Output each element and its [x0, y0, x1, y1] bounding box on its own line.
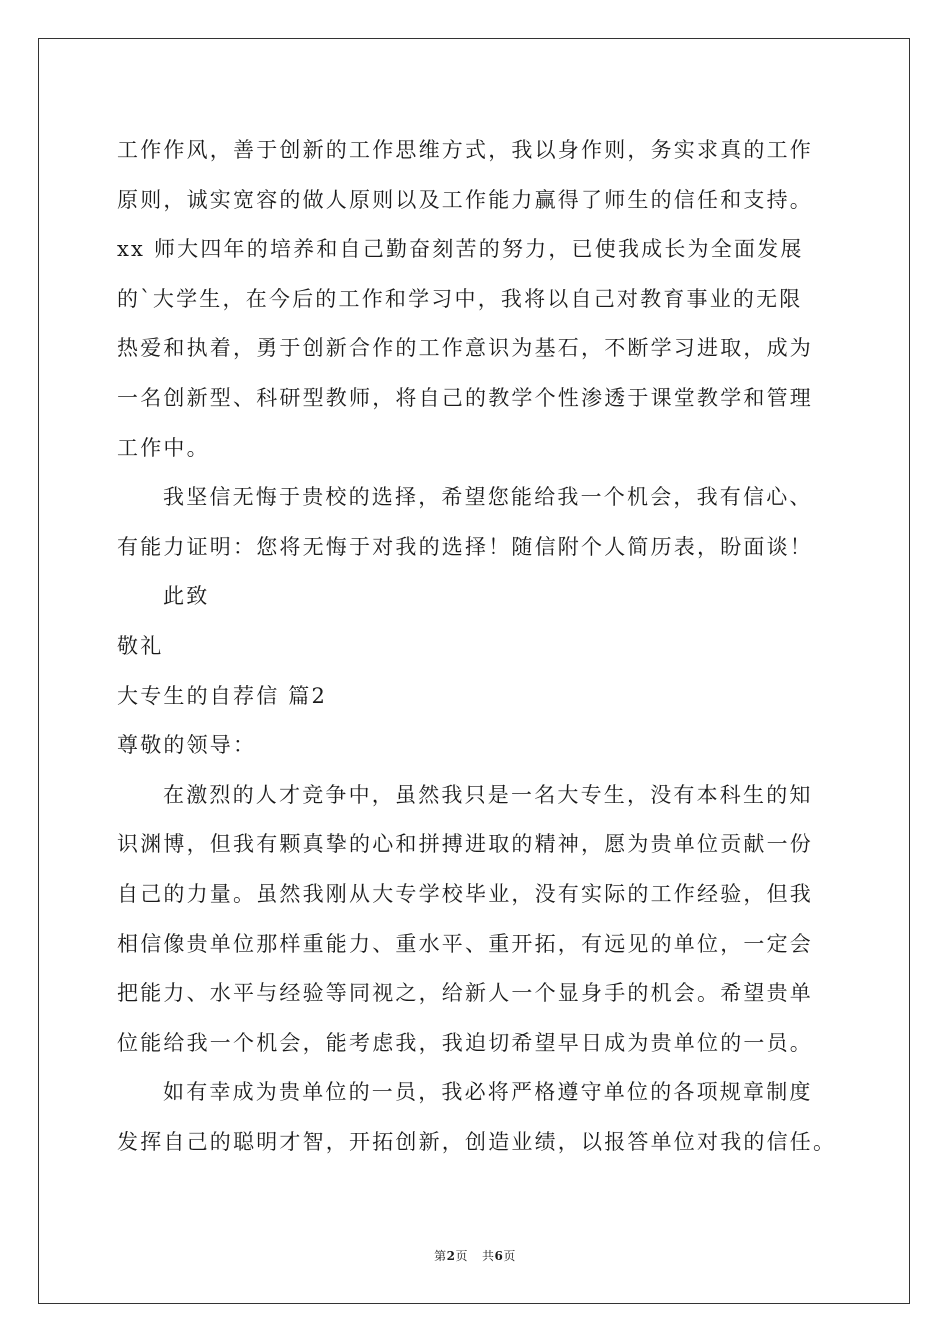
text-line: 位能给我一个机会，能考虑我，我迫切希望早日成为贵单位的一员。: [117, 1030, 813, 1055]
text-line: xx 师大四年的培养和自己勤奋刻苦的努力，已使我成长为全面发展: [117, 237, 804, 262]
text-line: 热爱和执着，勇于创新合作的工作意识为基石，不断学习进取，成为: [117, 336, 813, 361]
total-pages: 6: [494, 1249, 504, 1263]
letter-body: [117, 126, 857, 1167]
page-prefix: 第: [434, 1249, 447, 1263]
page-number: 2: [446, 1249, 456, 1263]
text-line: 自己的力量。虽然我刚从大专学校毕业，没有实际的工作经验，但我: [117, 881, 813, 906]
greeting: 尊敬的领导：: [117, 733, 257, 758]
paragraph-start-line: 如有幸成为贵单位的一员，我必将严格遵守单位的各项规章制度: [163, 1080, 813, 1105]
closing-regards: 敬礼: [117, 633, 164, 658]
text-line: 工作作风，善于创新的工作思维方式，我以身作则，务实求真的工作: [117, 138, 813, 162]
text-line: 把能力、水平与经验等同视之，给新人一个显身手的机会。希望贵单: [117, 981, 813, 1006]
closing-salutation: 此致: [163, 584, 210, 609]
total-prefix: 共: [482, 1249, 495, 1263]
total-suffix: 页: [503, 1249, 516, 1263]
text-line: 工作中。: [117, 435, 210, 460]
text-line: 的`大学生，在今后的工作和学习中，我将以自己对教育事业的无限: [117, 286, 803, 311]
page-footer: [0, 1247, 950, 1264]
text-line: 相信像贵单位那样重能力、重水平、重开拓，有远见的单位，一定会: [117, 931, 813, 956]
section-heading: 大专生的自荐信 篇2: [117, 683, 328, 708]
paragraph-start-line: 我坚信无悔于贵校的选择，希望您能给我一个机会，我有信心、: [163, 485, 813, 510]
paragraph-start-line: 在激烈的人才竞争中，虽然我只是一名大专生，没有本科生的知: [163, 782, 813, 807]
text-line: 发挥自己的聪明才智，开拓创新，创造业绩，以报答单位对我的信任。: [117, 1129, 837, 1154]
text-line: 有能力证明：您将无悔于对我的选择！随信附个人简历表，盼面谈！: [117, 534, 813, 559]
page-suffix: 页: [455, 1249, 468, 1263]
text-line: 一名创新型、科研型教师，将自己的教学个性渗透于课堂教学和管理: [117, 385, 813, 410]
text-line: 原则，诚实宽容的做人原则以及工作能力赢得了师生的信任和支持。: [117, 187, 813, 212]
text-line: 识渊博，但我有颗真挚的心和拼搏进取的精神，愿为贵单位贡献一份: [117, 832, 813, 857]
